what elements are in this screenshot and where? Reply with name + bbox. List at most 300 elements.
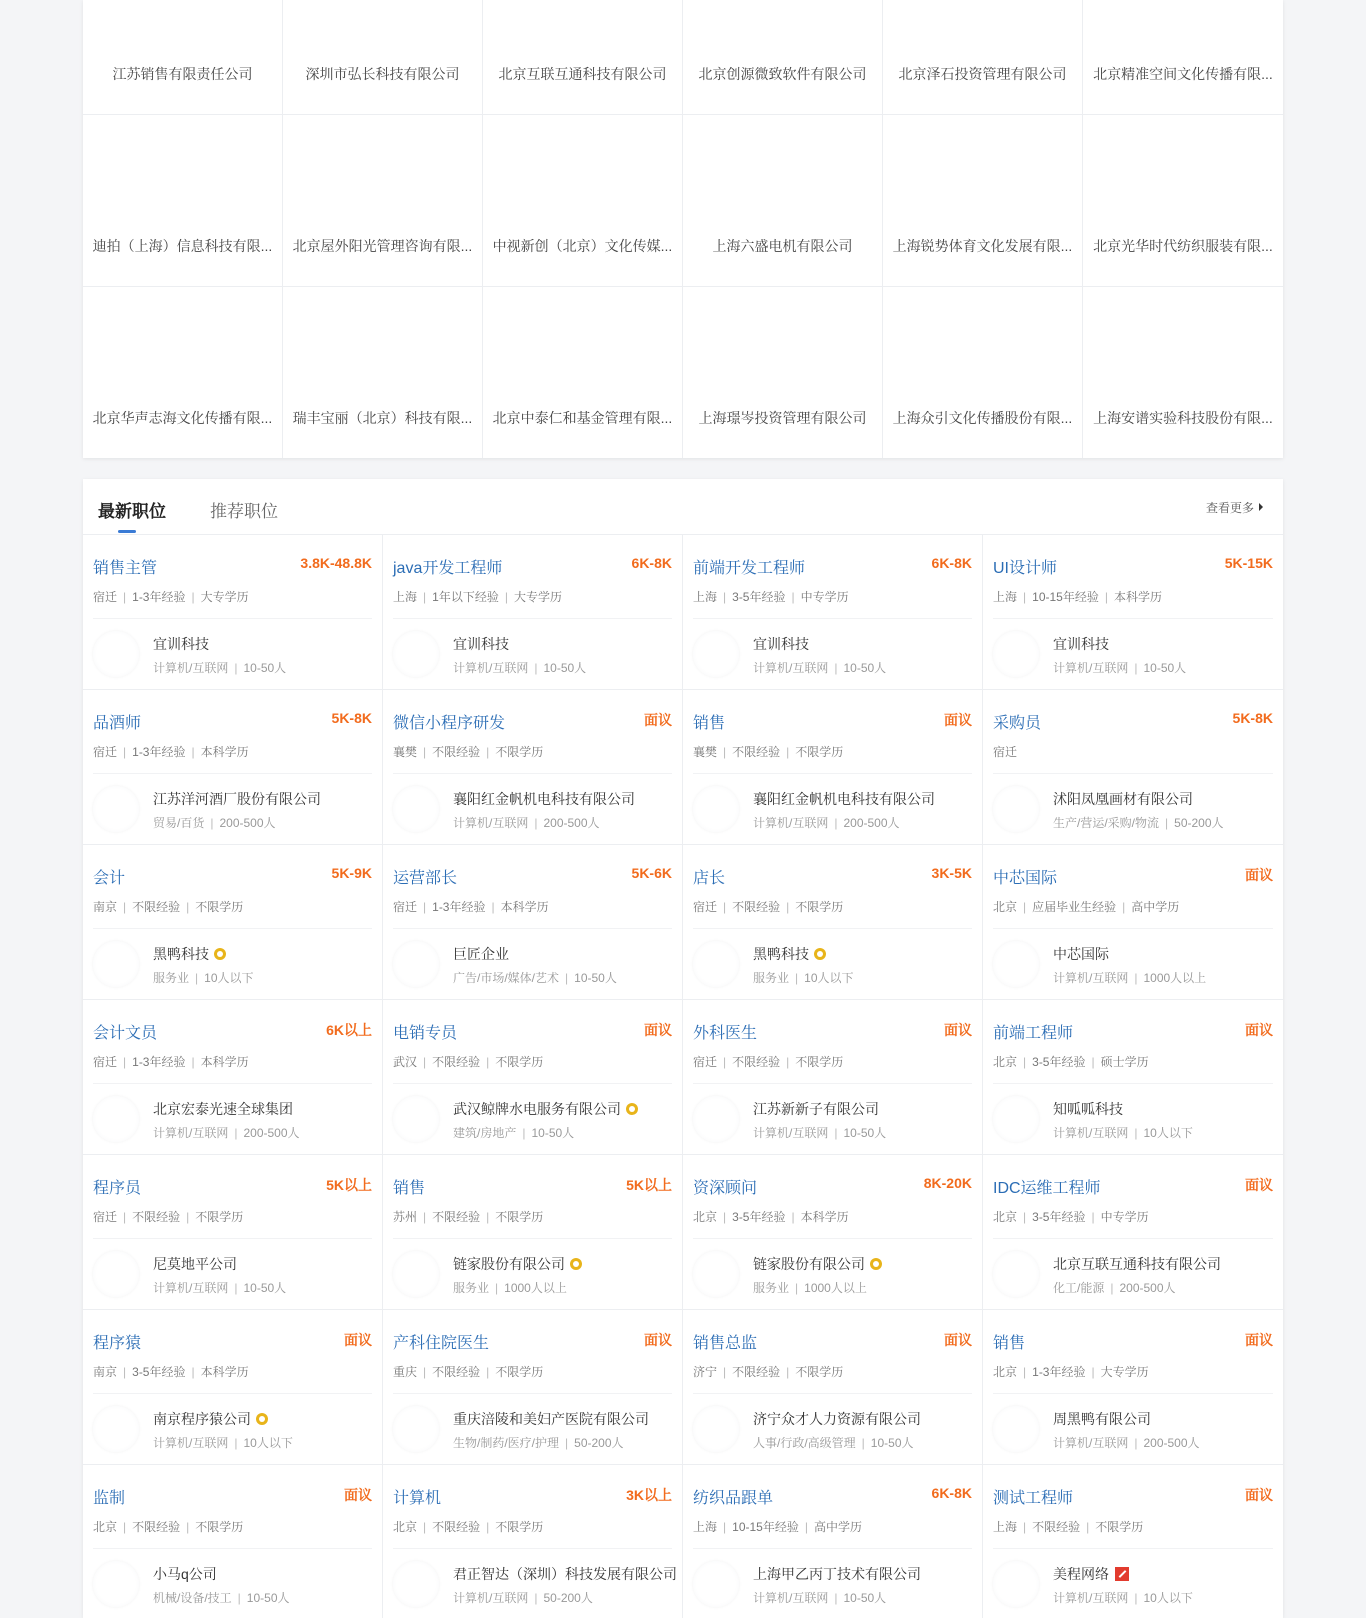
job-title-link[interactable]: 销售主管 — [93, 560, 158, 577]
card-divider — [93, 1393, 372, 1394]
job-card[interactable] — [383, 690, 683, 845]
job-card[interactable] — [683, 1310, 983, 1465]
company-logo[interactable] — [693, 786, 739, 832]
job-city: 北京 — [993, 1365, 1018, 1379]
meta-separator: | — [210, 816, 214, 830]
card-divider — [993, 928, 1273, 929]
company-cell[interactable] — [683, 0, 883, 115]
company-industry: 建筑/房地产 — [453, 1126, 517, 1140]
job-card[interactable] — [983, 1465, 1283, 1618]
company-name-row — [1053, 1254, 1221, 1274]
job-card[interactable] — [383, 1310, 683, 1465]
job-card[interactable] — [983, 690, 1283, 845]
job-education: 中专学历 — [1100, 1210, 1149, 1224]
company-industry: 计算机/互联网 — [1053, 1126, 1129, 1140]
company-industry: 服务业 — [453, 1281, 490, 1295]
meta-separator: | — [804, 1520, 808, 1534]
vip-badge-icon — [1115, 1567, 1129, 1581]
job-card[interactable] — [683, 1000, 983, 1155]
company-industry: 计算机/互联网 — [153, 661, 229, 675]
card-divider — [93, 618, 372, 619]
job-title-link[interactable]: 外科医生 — [693, 1025, 758, 1042]
card-divider — [393, 618, 672, 619]
meta-separator: | — [861, 1436, 865, 1450]
card-divider — [993, 618, 1273, 619]
meta-separator: | — [123, 745, 127, 759]
job-company-name[interactable]: 知呱呱科技 — [1053, 1101, 1123, 1117]
meta-separator: | — [423, 745, 427, 759]
job-card[interactable] — [83, 845, 383, 1000]
company-meta — [153, 659, 286, 676]
job-salary: 6K-8K — [931, 1485, 972, 1501]
company-cell[interactable] — [283, 0, 483, 115]
job-title-link[interactable]: 采购员 — [993, 715, 1042, 732]
job-title-link[interactable]: 计算机 — [393, 1490, 442, 1507]
company-cell[interactable] — [83, 287, 283, 458]
meta-separator: | — [723, 1210, 727, 1224]
company-cell[interactable] — [683, 287, 883, 458]
meta-separator: | — [191, 1055, 195, 1069]
job-company-name[interactable]: 重庆涪陵和美妇产医院有限公司 — [453, 1411, 649, 1427]
job-company-name[interactable]: 宜训科技 — [753, 636, 809, 652]
job-city: 北京 — [993, 900, 1018, 914]
job-company-name[interactable]: 宜训科技 — [1053, 636, 1109, 652]
meta-separator: | — [423, 1210, 427, 1224]
job-company-name[interactable]: 济宁众才人力资源有限公司 — [753, 1411, 921, 1427]
job-experience: 不限经验 — [132, 900, 181, 914]
company-meta — [153, 1434, 293, 1451]
job-requirements — [693, 1053, 843, 1070]
company-cell[interactable] — [283, 115, 483, 287]
job-title-link[interactable]: UI设计师 — [993, 560, 1058, 577]
company-logo[interactable] — [393, 1096, 439, 1142]
job-education: 不限学历 — [195, 1520, 244, 1534]
company-size: 10人以下 — [204, 971, 254, 985]
company-industry: 计算机/互联网 — [753, 661, 829, 675]
card-divider — [693, 1083, 972, 1084]
job-company-name[interactable]: 中芯国际 — [1053, 946, 1109, 962]
latest-jobs-panel — [83, 479, 1283, 1618]
job-requirements — [993, 898, 1179, 915]
company-logo[interactable] — [993, 786, 1039, 832]
job-experience: 1-3年经验 — [1032, 1365, 1086, 1379]
job-title-link[interactable]: 销售 — [393, 1180, 426, 1197]
job-education: 不限学历 — [795, 1055, 844, 1069]
job-card[interactable] — [383, 1000, 683, 1155]
company-name: 上海六盛电机有限公司 — [712, 238, 853, 254]
meta-separator: | — [1110, 1281, 1114, 1295]
company-logo[interactable] — [993, 1251, 1039, 1297]
company-logo[interactable] — [693, 631, 739, 677]
meta-separator: | — [795, 971, 799, 985]
job-education: 不限学历 — [195, 1210, 244, 1224]
job-title-link[interactable]: 微信小程序研发 — [393, 715, 506, 732]
job-city: 北京 — [693, 1210, 718, 1224]
view-more-label: 查看更多 — [1205, 501, 1254, 515]
company-name: 北京互联互通科技有限公司 — [498, 66, 667, 82]
meta-separator: | — [834, 816, 838, 830]
company-logo[interactable] — [93, 1251, 139, 1297]
company-name: 上海众引文化传播股份有限... — [892, 410, 1073, 426]
job-education: 不限学历 — [795, 745, 844, 759]
job-title-link[interactable]: 前端开发工程师 — [693, 560, 806, 577]
job-card[interactable] — [83, 690, 383, 845]
job-city: 上海 — [393, 590, 418, 604]
job-company-name[interactable]: 江苏洋河酒厂股份有限公司 — [153, 791, 321, 807]
job-company-name[interactable]: 襄阳红金帆机电科技有限公司 — [753, 791, 935, 807]
meta-separator: | — [723, 1520, 727, 1534]
job-city: 北京 — [393, 1520, 418, 1534]
company-logo[interactable] — [993, 1406, 1039, 1452]
company-size: 10-50人 — [843, 1126, 887, 1140]
job-title-link[interactable]: 会计文员 — [93, 1025, 158, 1042]
meta-separator: | — [423, 900, 427, 914]
job-title-link[interactable]: 程序员 — [93, 1180, 142, 1197]
company-industry: 计算机/互联网 — [1053, 1436, 1129, 1450]
company-meta — [453, 1434, 624, 1451]
card-divider — [93, 928, 372, 929]
company-name: 上海锐势体育文化发展有限... — [892, 238, 1073, 254]
card-divider — [93, 773, 372, 774]
meta-separator: | — [123, 1365, 127, 1379]
meta-separator: | — [486, 1365, 490, 1379]
company-size: 50-200人 — [1174, 816, 1224, 830]
card-divider — [993, 1238, 1273, 1239]
meta-separator: | — [1134, 1126, 1138, 1140]
job-card[interactable] — [683, 535, 983, 690]
company-size: 10人以下 — [1143, 1126, 1193, 1140]
job-salary: 5K以上 — [326, 1177, 372, 1193]
job-company-name[interactable]: 链家股份有限公司 — [753, 1256, 865, 1272]
job-company-name[interactable]: 尼莫地平公司 — [153, 1256, 237, 1272]
job-card[interactable] — [83, 1465, 383, 1618]
company-name-row — [1053, 789, 1193, 809]
card-divider — [393, 773, 672, 774]
company-logo[interactable] — [93, 1561, 139, 1607]
job-company-name[interactable]: 武汉鲸牌水电服务有限公司 — [453, 1101, 621, 1117]
job-card[interactable] — [983, 1310, 1283, 1465]
company-industry: 化工/能源 — [1053, 1281, 1105, 1295]
company-industry: 生产/营运/采购/物流 — [1053, 816, 1160, 830]
job-title-link[interactable]: 销售总监 — [693, 1335, 758, 1352]
job-card[interactable] — [683, 1155, 983, 1310]
company-logo[interactable] — [393, 631, 439, 677]
meta-separator: | — [1134, 1436, 1138, 1450]
company-logo[interactable] — [393, 1406, 439, 1452]
job-title-link[interactable]: 店长 — [693, 870, 726, 887]
company-logo[interactable] — [93, 1096, 139, 1142]
company-meta — [453, 1279, 567, 1296]
job-salary: 5K-6K — [631, 865, 672, 881]
company-meta — [753, 659, 886, 676]
company-name-row — [753, 1254, 882, 1274]
job-education: 本科学历 — [500, 900, 549, 914]
company-name-row — [153, 1564, 217, 1584]
job-company-name[interactable]: 周黑鸭有限公司 — [1053, 1411, 1151, 1427]
job-title-link[interactable]: 会计 — [93, 870, 126, 887]
job-requirements — [693, 1363, 843, 1380]
job-card[interactable] — [983, 845, 1283, 1000]
company-name-row — [453, 1099, 638, 1119]
company-cell[interactable] — [683, 115, 883, 287]
job-card[interactable] — [83, 1155, 383, 1310]
card-divider — [93, 1238, 372, 1239]
job-experience: 不限经验 — [432, 1520, 481, 1534]
company-name: 北京中泰仁和基金管理有限... — [492, 410, 673, 426]
job-company-name[interactable]: 君正智达（深圳）科技发展有限公司 — [453, 1566, 677, 1582]
company-logo[interactable] — [693, 1406, 739, 1452]
company-logo[interactable] — [693, 1561, 739, 1607]
job-title-link[interactable]: 产科住院医生 — [393, 1335, 490, 1352]
job-card[interactable] — [983, 1155, 1283, 1310]
meta-separator: | — [565, 1436, 569, 1450]
job-card[interactable] — [383, 535, 683, 690]
job-company-name[interactable]: 链家股份有限公司 — [453, 1256, 565, 1272]
job-salary: 面议 — [944, 712, 972, 728]
company-cell[interactable] — [883, 115, 1083, 287]
company-industry: 计算机/互联网 — [753, 1126, 829, 1140]
company-cell[interactable] — [883, 0, 1083, 115]
jobs-tab-bar — [83, 479, 1283, 535]
card-divider — [393, 1083, 672, 1084]
job-city: 济宁 — [693, 1365, 718, 1379]
job-city: 南京 — [93, 1365, 118, 1379]
job-title-link[interactable]: 中芯国际 — [993, 870, 1058, 887]
job-title-link[interactable]: 销售 — [993, 1335, 1026, 1352]
job-salary: 8K-20K — [923, 1175, 972, 1191]
job-company-name[interactable]: 沭阳凤凰画材有限公司 — [1053, 791, 1193, 807]
job-salary: 面议 — [1245, 1177, 1273, 1193]
tab-recommended-jobs[interactable]: 推荐职位 — [210, 502, 278, 521]
job-city: 宿迁 — [93, 745, 118, 759]
job-card[interactable] — [683, 845, 983, 1000]
company-logo[interactable] — [693, 941, 739, 987]
job-education: 不限学历 — [195, 900, 244, 914]
company-cell[interactable] — [883, 287, 1083, 458]
meta-separator: | — [423, 1055, 427, 1069]
company-industry: 计算机/互联网 — [1053, 1591, 1129, 1605]
company-meta — [753, 1279, 867, 1296]
job-card[interactable] — [983, 1000, 1283, 1155]
job-experience: 1年以下经验 — [432, 590, 499, 604]
job-company-name[interactable]: 巨匠企业 — [453, 946, 509, 962]
job-salary: 面议 — [944, 1022, 972, 1038]
job-company-name[interactable]: 北京互联互通科技有限公司 — [1053, 1256, 1221, 1272]
meta-separator: | — [1023, 1210, 1027, 1224]
company-size: 10-50人 — [843, 661, 887, 675]
job-salary: 5K-8K — [331, 710, 372, 726]
company-logo[interactable] — [93, 631, 139, 677]
company-logo[interactable] — [993, 1096, 1039, 1142]
job-title-link[interactable]: 前端工程师 — [993, 1025, 1074, 1042]
company-cell[interactable] — [1083, 0, 1283, 115]
company-logo[interactable] — [993, 1561, 1039, 1607]
company-size: 10-50人 — [1143, 661, 1187, 675]
job-requirements — [93, 1363, 249, 1380]
company-size: 200-500人 — [243, 1126, 300, 1140]
meta-separator: | — [1091, 1365, 1095, 1379]
job-requirements — [393, 1518, 543, 1535]
card-divider — [393, 1548, 672, 1549]
company-name: 北京光华时代纺织服装有限... — [1093, 238, 1273, 254]
company-size: 10人以下 — [1143, 1591, 1193, 1605]
job-title-link[interactable]: 监制 — [93, 1490, 126, 1507]
job-education: 不限学历 — [495, 1365, 544, 1379]
job-card-grid — [83, 535, 1283, 1618]
company-cell[interactable] — [83, 115, 283, 287]
job-card[interactable] — [83, 535, 383, 690]
company-name-row — [153, 789, 321, 809]
meta-separator: | — [186, 1520, 190, 1534]
company-industry: 生物/制药/医疗/护理 — [453, 1436, 560, 1450]
company-cell[interactable] — [1083, 287, 1283, 458]
job-card[interactable] — [83, 1310, 383, 1465]
company-logo[interactable] — [393, 1561, 439, 1607]
meta-separator: | — [522, 1126, 526, 1140]
job-requirements — [393, 743, 543, 760]
card-divider — [93, 1083, 372, 1084]
job-title-link[interactable]: 测试工程师 — [993, 1490, 1074, 1507]
company-cell[interactable] — [483, 0, 683, 115]
job-company-name[interactable]: 美程网络 — [1053, 1566, 1109, 1582]
job-title-link[interactable]: java开发工程师 — [393, 560, 503, 577]
job-experience: 10-15年经验 — [732, 1520, 799, 1534]
job-title-link[interactable]: 电销专员 — [393, 1025, 458, 1042]
company-logo[interactable] — [993, 631, 1039, 677]
job-card[interactable] — [83, 1000, 383, 1155]
job-card[interactable] — [383, 845, 683, 1000]
job-experience: 1-3年经验 — [132, 1055, 186, 1069]
job-card[interactable] — [983, 535, 1283, 690]
company-cell[interactable] — [483, 115, 683, 287]
meta-separator: | — [123, 1520, 127, 1534]
company-logo[interactable] — [93, 941, 139, 987]
company-size: 50-200人 — [543, 1591, 593, 1605]
job-requirements — [393, 1208, 543, 1225]
job-title-link[interactable]: 销售 — [693, 715, 726, 732]
job-card[interactable] — [683, 690, 983, 845]
meta-separator: | — [234, 1281, 238, 1295]
company-name-row — [453, 634, 509, 654]
job-requirements — [93, 1518, 243, 1535]
company-name-row — [753, 944, 826, 964]
company-cell[interactable] — [483, 287, 683, 458]
view-more-link[interactable] — [1206, 499, 1263, 516]
verified-medal-icon — [214, 948, 226, 960]
meta-separator: | — [1023, 900, 1027, 914]
company-meta — [753, 969, 854, 986]
company-cell[interactable] — [283, 287, 483, 458]
job-company-name[interactable]: 小马q公司 — [153, 1566, 217, 1582]
meta-separator: | — [423, 590, 427, 604]
company-logo[interactable] — [393, 941, 439, 987]
job-company-name[interactable]: 襄阳红金帆机电科技有限公司 — [453, 791, 635, 807]
company-cell[interactable] — [1083, 115, 1283, 287]
job-company-name[interactable]: 江苏新新子有限公司 — [753, 1101, 879, 1117]
job-card[interactable] — [683, 1465, 983, 1618]
job-title-link[interactable]: 纺织品跟单 — [693, 1490, 774, 1507]
meta-separator: | — [791, 590, 795, 604]
tab-latest-jobs[interactable]: 最新职位 — [98, 502, 166, 521]
company-size: 10-50人 — [531, 1126, 575, 1140]
job-title-link[interactable]: IDC运维工程师 — [993, 1180, 1101, 1197]
meta-separator: | — [1134, 971, 1138, 985]
meta-separator: | — [504, 590, 508, 604]
company-meta — [1053, 1124, 1193, 1141]
company-logo[interactable] — [993, 941, 1039, 987]
job-city: 宿迁 — [393, 900, 418, 914]
job-city: 襄樊 — [393, 745, 418, 759]
job-company-name[interactable]: 黑鸭科技 — [153, 946, 209, 962]
job-education: 硕士学历 — [1100, 1055, 1149, 1069]
job-education: 高中学历 — [813, 1520, 862, 1534]
job-education: 不限学历 — [495, 1520, 544, 1534]
company-logo[interactable] — [693, 1251, 739, 1297]
card-divider — [993, 773, 1273, 774]
job-education: 不限学历 — [795, 900, 844, 914]
job-experience: 不限经验 — [132, 1210, 181, 1224]
job-company-name[interactable]: 上海甲乙丙丁技术有限公司 — [753, 1566, 921, 1582]
job-card[interactable] — [383, 1155, 683, 1310]
job-company-name[interactable]: 宜训科技 — [153, 636, 209, 652]
job-experience: 1-3年经验 — [132, 745, 186, 759]
meta-separator: | — [1023, 1520, 1027, 1534]
company-cell[interactable] — [83, 0, 283, 115]
company-meta — [453, 1589, 593, 1606]
company-size: 200-500人 — [219, 816, 276, 830]
job-city: 宿迁 — [93, 1210, 118, 1224]
job-salary: 5K以上 — [626, 1177, 672, 1193]
job-education: 大专学历 — [200, 590, 249, 604]
company-industry: 人事/行政/高级管理 — [753, 1436, 856, 1450]
company-industry: 计算机/互联网 — [153, 1436, 229, 1450]
job-experience: 3-5年经验 — [1032, 1055, 1086, 1069]
job-salary: 面议 — [1245, 1332, 1273, 1348]
company-size: 10-50人 — [843, 1591, 887, 1605]
company-industry: 计算机/互联网 — [453, 1591, 529, 1605]
meta-separator: | — [234, 661, 238, 675]
meta-separator: | — [723, 1055, 727, 1069]
job-company-name[interactable]: 北京宏泰光速全球集团 — [153, 1101, 293, 1117]
company-logo[interactable] — [393, 786, 439, 832]
job-card[interactable] — [383, 1465, 683, 1618]
company-industry: 服务业 — [753, 971, 790, 985]
job-company-name[interactable]: 宜训科技 — [453, 636, 509, 652]
company-size: 50-200人 — [574, 1436, 624, 1450]
job-title-link[interactable]: 资深顾问 — [693, 1180, 758, 1197]
job-company-name[interactable]: 南京程序猿公司 — [153, 1411, 251, 1427]
company-industry: 服务业 — [153, 971, 190, 985]
company-meta — [153, 814, 276, 831]
company-logo[interactable] — [93, 786, 139, 832]
job-company-name[interactable]: 黑鸭科技 — [753, 946, 809, 962]
job-salary: 面议 — [1245, 1022, 1273, 1038]
company-name-row — [453, 1254, 582, 1274]
meta-separator: | — [1086, 1520, 1090, 1534]
company-logo[interactable] — [393, 1251, 439, 1297]
company-logo[interactable] — [93, 1406, 139, 1452]
job-title-link[interactable]: 程序猿 — [93, 1335, 142, 1352]
job-title-link[interactable]: 品酒师 — [93, 715, 142, 732]
card-divider — [693, 1238, 972, 1239]
company-name: 上海安谱实验科技股份有限... — [1093, 410, 1273, 426]
job-salary: 5K-8K — [1232, 710, 1273, 726]
job-city: 北京 — [993, 1055, 1018, 1069]
company-logo[interactable] — [693, 1096, 739, 1142]
company-size: 1000人以上 — [1143, 971, 1207, 985]
job-title-link[interactable]: 运营部长 — [393, 870, 458, 887]
job-requirements — [93, 588, 249, 605]
